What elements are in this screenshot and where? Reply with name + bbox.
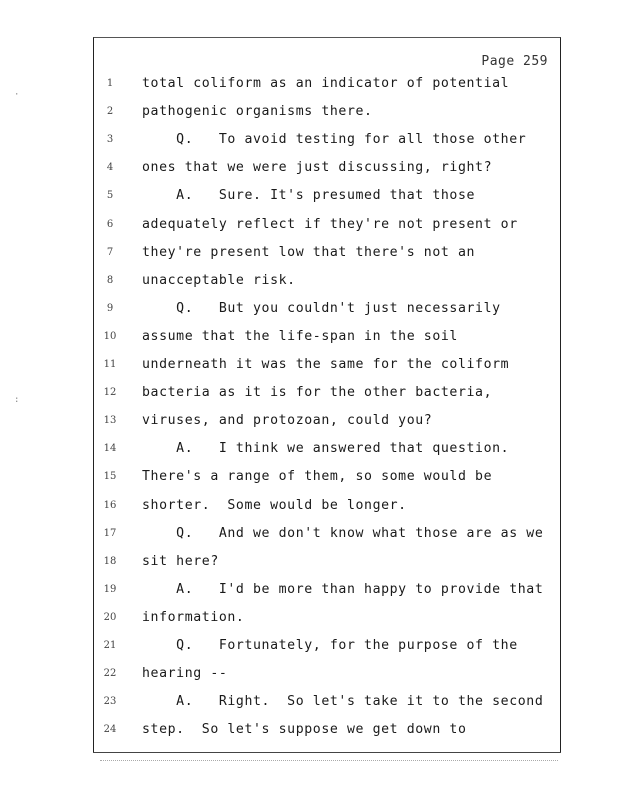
line-number: 20 [103,611,117,623]
line-number: 19 [103,583,117,595]
transcript-line: Q. But you couldn't just necessarily [142,300,501,316]
line-number: 15 [103,471,117,483]
transcript-line: viruses, and protozoan, could you? [142,413,433,429]
transcript-line: underneath it was the same for the coliform [142,357,510,372]
transcript-line: step. So let's suppose we get down to [142,722,467,738]
line-number: 2 [106,106,114,118]
margin-speck: · [14,90,20,100]
transcript-line: Q. To avoid testing for all those other [142,132,527,148]
line-number: 21 [103,640,117,651]
transcript-line: total coliform as an indicator of potential [142,76,510,91]
transcript-line: assume that the life-span in the soil [142,328,458,344]
line-number: 24 [103,724,117,736]
line-number: 7 [106,246,114,258]
line-number: 16 [103,499,117,511]
line-number: 3 [106,134,114,146]
scan-artifact-line [100,760,558,762]
transcript-line: A. Right. So let's take it to the second [142,694,544,710]
line-number: 5 [106,190,114,202]
transcript-line: information. [142,609,245,625]
transcript-line: pathogenic organisms there. [142,104,373,120]
line-number: 6 [106,218,114,230]
line-number: 10 [103,330,117,342]
line-number: 17 [103,527,117,539]
line-number: 11 [103,359,117,370]
line-number: 1 [106,78,114,89]
line-number: 4 [106,162,114,174]
transcript-line: There's a range of them, so some would be [142,469,493,485]
transcript-line: A. I think we answered that question. [142,441,510,457]
transcript-line: they're present low that there's not an [142,244,476,260]
transcript-line: Q. And we don't know what those are as we [142,525,544,541]
line-number: 23 [103,696,117,708]
page-number-label: Page 259 [481,54,548,69]
transcript-line: adequately reflect if they're not present or [142,216,518,232]
transcript-line: bacteria as it is for the other bacteria, [142,385,493,401]
line-number: 9 [106,302,114,314]
transcript-line: A. I'd be more than happy to provide that [142,581,544,597]
margin-speck: : [14,395,20,405]
transcript-line: hearing -- [142,666,228,682]
line-number: 13 [103,415,117,427]
transcript-line: ones that we were just discussing, right? [142,160,493,176]
transcript-line: Q. Fortunately, for the purpose of the [142,638,518,653]
line-number: 12 [103,387,117,399]
transcript-line: sit here? [142,553,219,569]
transcript-line: A. Sure. It's presumed that those [142,188,476,204]
line-number: 22 [103,668,117,680]
transcript-line: shorter. Some would be longer. [142,497,407,513]
line-number: 8 [106,274,114,286]
transcript-line: unacceptable risk. [142,272,296,288]
line-number: 18 [103,555,117,567]
line-number: 14 [103,443,117,455]
page-bottom-rule [93,752,561,753]
